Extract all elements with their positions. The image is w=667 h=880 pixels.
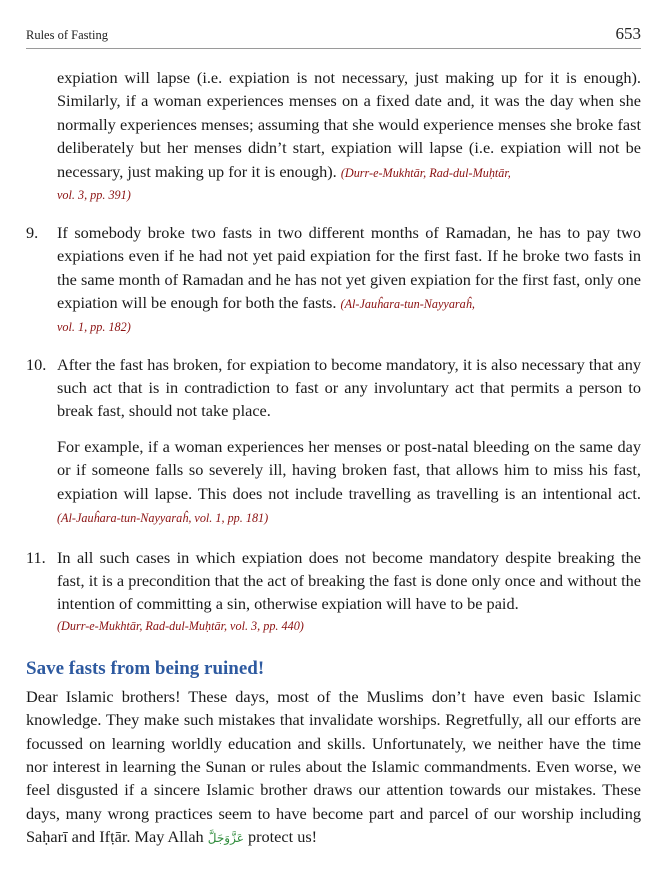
reference-citation: vol. 1, pp. 182) [57,319,131,334]
list-item [26,546,641,637]
item-number: 9. [26,223,39,243]
item-number: 10. [26,354,47,374]
page-number: 653 [615,24,641,43]
reference-citation: (Durr-e-Mukhtār, Rad-dul-Muḥtār, vol. 3, pp. 440) [57,618,304,633]
reference-citation: vol. 3, pp. 391) [57,188,131,203]
section-text-ending: protect us! [247,827,318,847]
page-header [26,20,641,49]
arabic-honorific: عَزَّوَجَلَّ [207,831,244,846]
page-content [26,66,641,851]
item-paragraph [57,435,641,531]
continued-text: expiation will lapse (i.e. expiation is not necessary, just making up for it is enough). Similarly, if a woman experiences menses on a fixed date and, it was the day when she normally experiences menses; assuming that she would experience menses she broke fast deliberately but her menses didn’t start, expiation will lapse (i.e. expiation will not be necessary, just making up for it is enough). [57,68,641,181]
list-item [26,221,641,338]
item-number: 11. [26,547,46,567]
item-text: For example, if a woman experiences her menses or post-natal bleeding on the same day or if someone falls so severely ill, having broken fast, that allows him to miss his fast, expiation will lapse. This does not include travelling as travelling is an intentional act. [57,436,641,503]
item-paragraph [57,546,641,637]
item-paragraph: After the fast has broken, for expiation to become mandatory, it is also necessary that any such act that is in contradiction to fast or any involuntary act that permits a person to break fast, should not take place. [57,354,641,421]
reference-citation: (Durr-e-Mukhtār, Rad-dul-Muḥtār, [340,165,511,180]
running-title: Rules of Fasting [26,28,108,42]
reference-citation: (Al-Jauĥara-tun-Nayyaraĥ, [340,297,475,312]
section-heading: Save fasts from being ruined! [26,657,265,679]
item-text: In all such cases in which expiation does not become mandatory despite breaking the fast, it is a precondition that the act of breaking the fast is done only once and without the intention of committing a sin, otherwise expiation will have to be paid. [57,547,641,614]
reference-citation: (Al-Jauĥara-tun-Nayyaraĥ, vol. 1, pp. 181) [57,511,269,526]
section-text: Dear Islamic brothers! These days, most of the Muslims don’t have even basic Islamic knowledge. They make such mistakes that invalidate worships. Regretfully, all our efforts are focussed on learning worldly education and skills. Unfortunately, we neither have the time nor interest in learning the Sunan or rules about the Islamic commandments. Even worse, we feel disgusted if a sincere Islamic brother draws our attention towards our mistakes. These days, many wrong practices seem to have become part and parcel of our worship including Saḥarī and Ifṭār. May Allah [26,686,641,847]
section-paragraph [26,685,641,851]
item-text: If somebody broke two fasts in two different months of Ramadan, he has to pay two expiations even if he had not yet paid expiation for the first fast. If he broke two fasts in the same month of Ramadan and he has not yet given expiation for the first fast, only one expiation will be enough for both the fasts. [57,223,641,313]
list-item [26,353,641,531]
item-paragraph [57,221,641,338]
continued-paragraph [26,66,641,206]
